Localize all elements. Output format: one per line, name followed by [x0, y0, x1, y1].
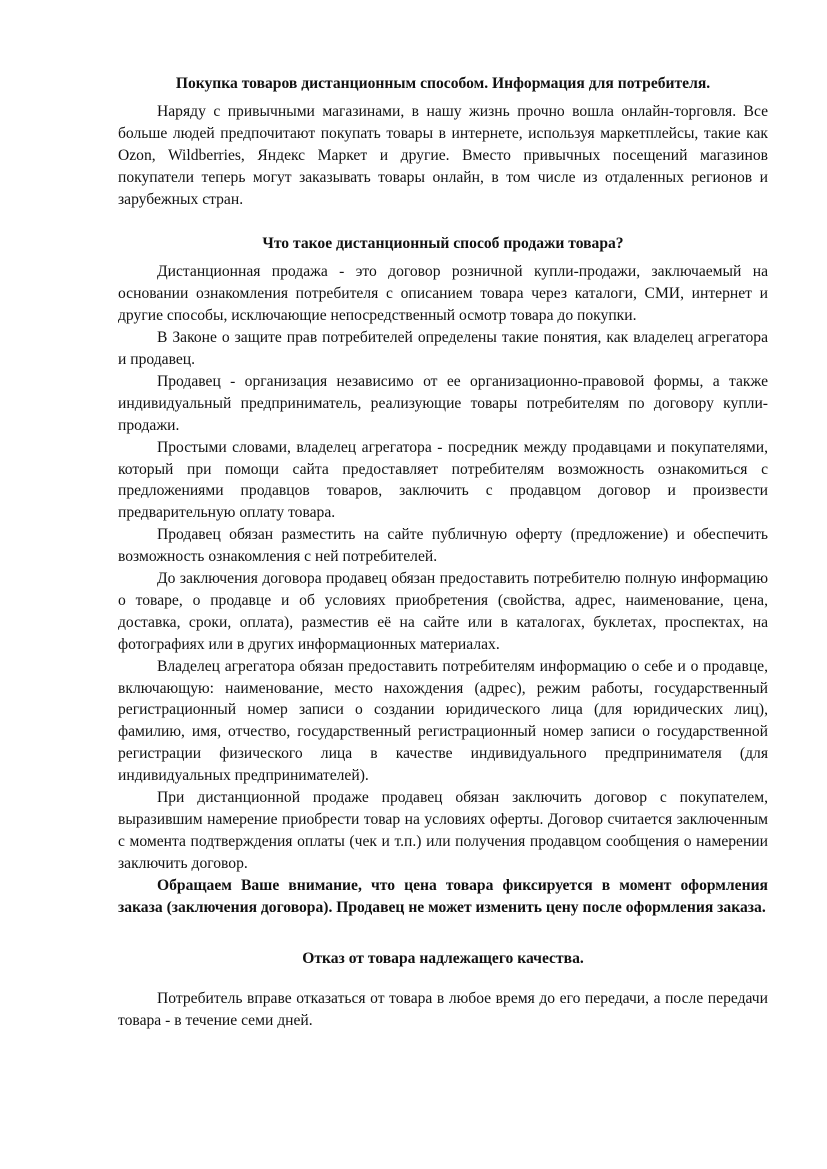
- paragraph-information: До заключения договора продавец обязан предоставить потребителю полную информацию о товаре, о продавце и об условиях приобретения (свойства, адрес, наименование, цена, доставка, сроки, оплата), разместив её на сайте или в каталогах, буклетах, проспектах, на фотографиях или в других информационных материалах.: [118, 570, 768, 653]
- document-page: [118, 73, 768, 1032]
- spacer: [118, 919, 768, 942]
- paragraph-contract: При дистанционной продаже продавец обязан заключить договор с покупателем, выразившим намерение приобрести товар на условиях оферты. Договор считается заключенным с момента подтверждения оплаты (чек и т.п.) или получения продавцом сообщения о намерении заключить договор.: [118, 789, 768, 872]
- spacer: [118, 210, 768, 233]
- paragraph-aggregator-duties: Владелец агрегатора обязан предоставить потребителям информацию о себе и о продавце, включающую: наименование, место нахождения (адрес), режим работы, государственный регистрационный номер записи о создании юридического лица (для юридических лиц), фамилию, имя, отчество, государственный регистрационный номер записи о государственной регистрации физического лица в качестве индивидуального предпринимателя (для индивидуальных предпринимателей).: [118, 657, 768, 785]
- paragraph-law: В Законе о защите прав потребителей определены такие понятия, как владелец агрегатора и продавец.: [118, 329, 768, 368]
- paragraph-seller: Продавец - организация независимо от ее организационно-правовой формы, а также индивидуальный предприниматель, реализующие товары потребителям по договору купли-продажи.: [118, 372, 768, 434]
- intro-paragraph: Наряду с привычными магазинами, в нашу жизнь прочно вошла онлайн-торговля. Все больше людей предпочитают покупать товары в интернете, используя маркетплейсы, такие как Ozon, Wildberries, Яндекс Маркет и другие. Вместо привычных посещений магазинов покупатели теперь могут заказывать товары онлайн, в том числе из отдаленных регионов и зарубежных стран.: [118, 102, 768, 208]
- paragraph-offer: Продавец обязан разместить на сайте публичную оферту (предложение) и обеспечить возможность ознакомления с ней потребителей.: [118, 526, 768, 566]
- paragraph-definition: Дистанционная продажа - это договор розничной купли-продажи, заключаемый на основании ознакомления потребителя с описанием товара через каталоги, СМИ, интернет и другие способы, исключающие непосредственный осмотр товара до покупки.: [118, 263, 768, 325]
- paragraph-aggregator: Простыми словами, владелец агрегатора - посредник между продавцами и покупателями, который при помощи сайта предоставляет потребителям возможность ознакомиться с предложениями продавцов товаров, заключить с продавцом договор и произвести предварительную оплату товара.: [118, 438, 768, 522]
- paragraph-refusal: Потребитель вправе отказаться от товара в любое время до его передачи, а после передачи товара - в течение семи дней.: [118, 990, 768, 1030]
- section-heading-distance-sale: Что такое дистанционный способ продажи товара?: [262, 235, 624, 253]
- notice-paragraph: Обращаем Ваше внимание, что цена товара фиксируется в момент оформления заказа (заключения договора). Продавец не может изменить цену после оформления заказа.: [118, 876, 768, 916]
- document-title: Покупка товаров дистанционным способом. Информация для потребителя.: [175, 75, 711, 92]
- spacer: [118, 969, 768, 988]
- section-heading-refusal: Отказ от товара надлежащего качества.: [302, 949, 584, 967]
